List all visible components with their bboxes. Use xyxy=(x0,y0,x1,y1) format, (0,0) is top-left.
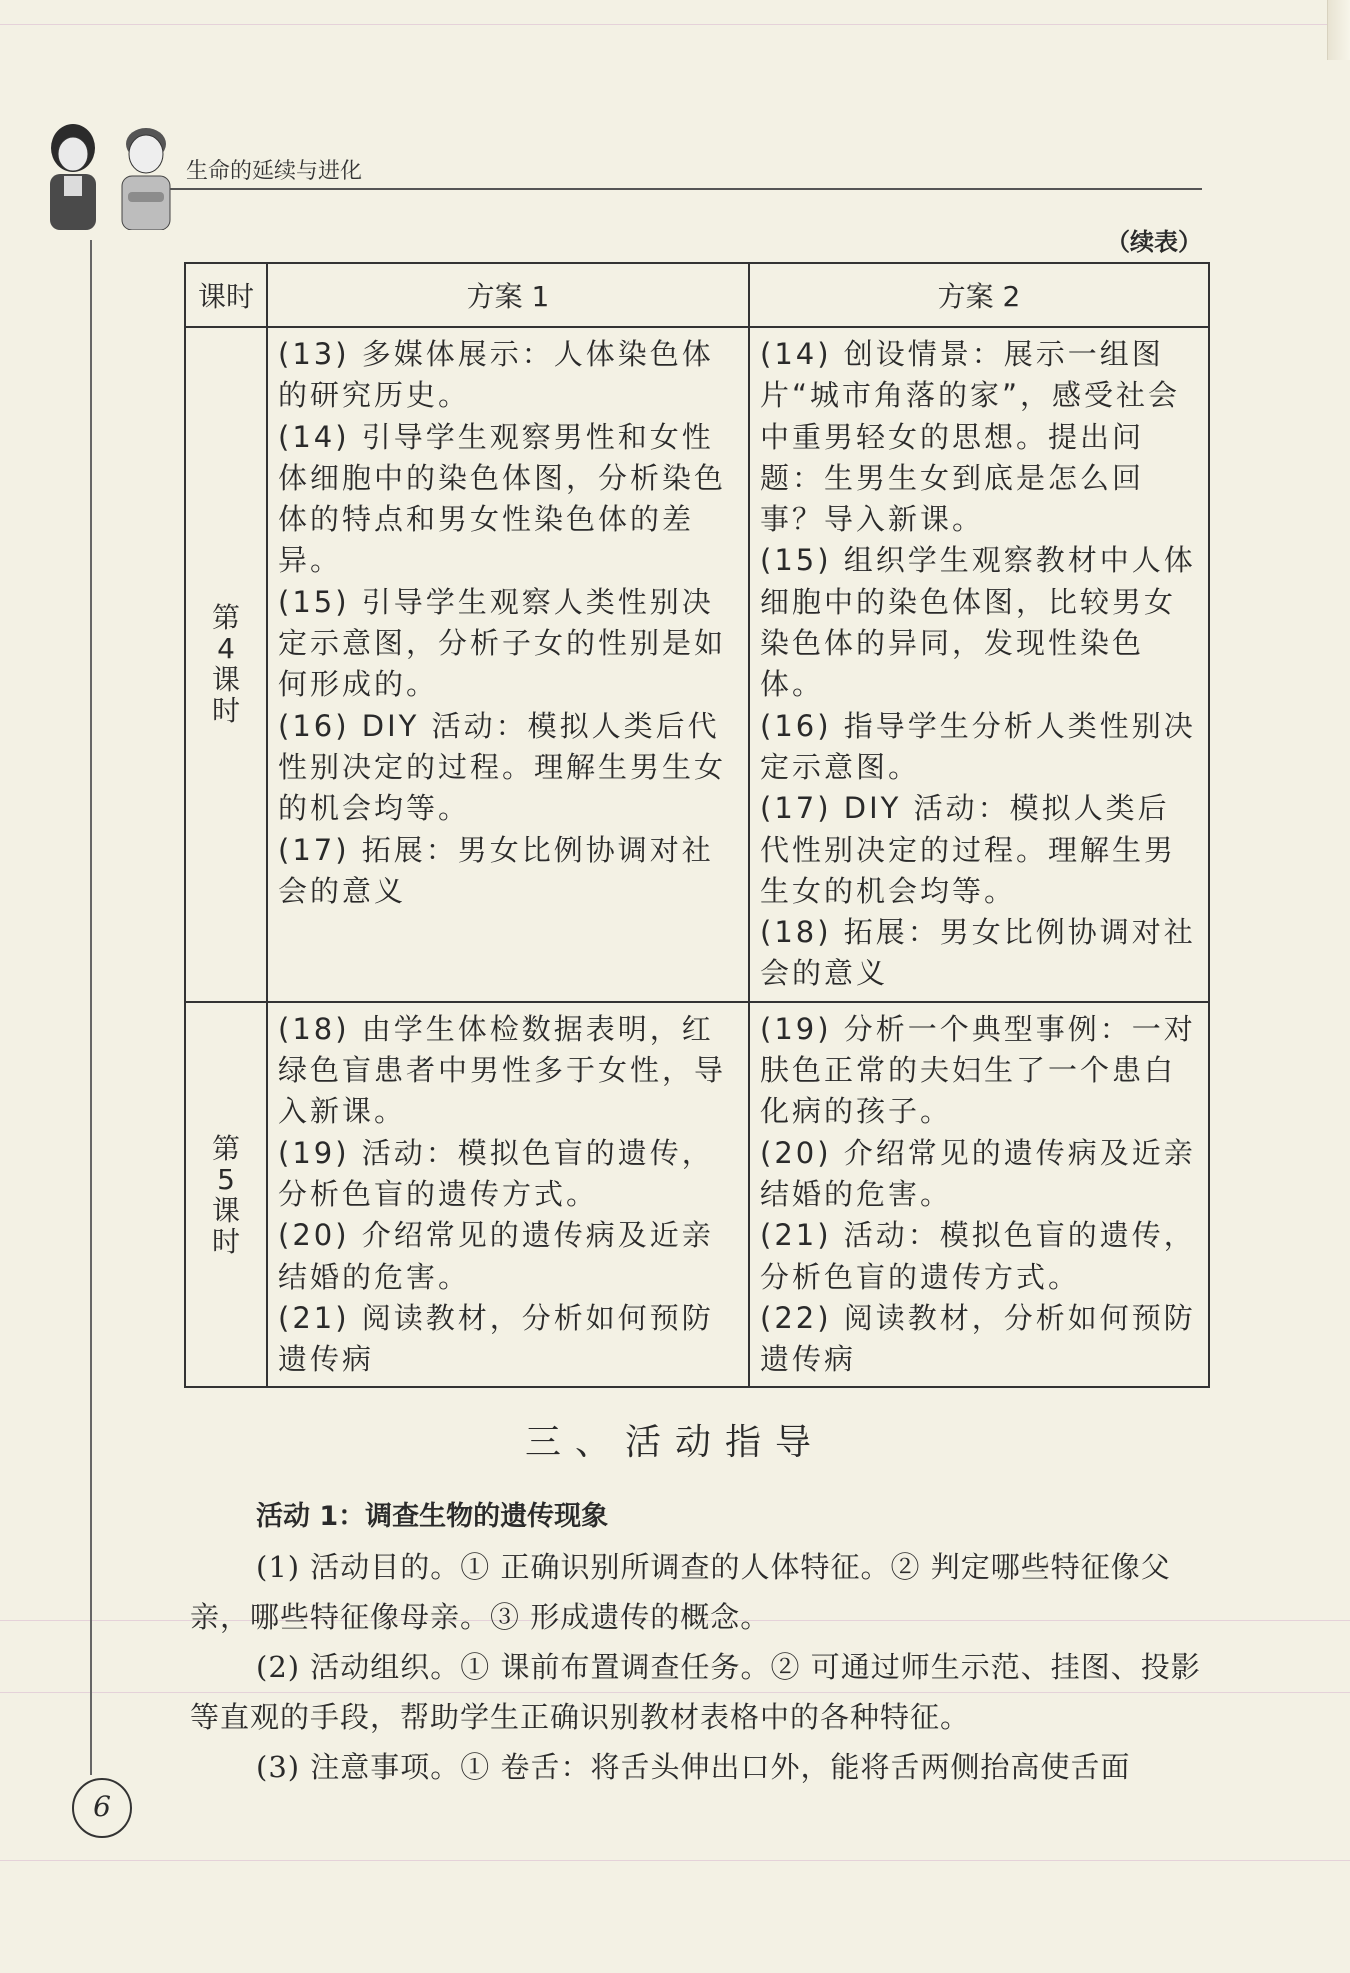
header-divider xyxy=(170,188,1202,190)
period-cell: 第 5 课 时 xyxy=(185,1002,267,1388)
plan-step: (19) 活动：模拟色盲的遗传，分析色盲的遗传方式。 xyxy=(278,1135,714,1211)
plan-step: (14) 创设情景：展示一组图片“城市角落的家”，感受社会中重男轻女的思想。提出问题：生男生女到底是怎么回事？导入新课。 xyxy=(760,337,1181,537)
plan-step: (18) 由学生体检数据表明，红绿色盲患者中男性多于女性，导入新课。 xyxy=(278,1011,727,1129)
lesson-plan-table xyxy=(184,262,1210,1388)
section-heading: 三、活动指导 xyxy=(524,1422,825,1463)
plan2-cell xyxy=(749,327,1209,1002)
plan-step: (21) 活动：模拟色盲的遗传，分析色盲的遗传方式。 xyxy=(760,1218,1196,1294)
page-header-title: 生命的延续与进化 xyxy=(186,159,363,184)
body-paragraph: (1) 活动目的。① 正确识别所调查的人体特征。② 判定哪些特征像父亲，哪些特征像母亲。③ 形成遗传的概念。 xyxy=(190,1550,1171,1634)
table-row xyxy=(185,327,1209,1002)
plan-step: (15) 组织学生观察教材中人体细胞中的染色体图，比较男女染色体的异同，发现性染色体。 xyxy=(760,543,1196,702)
page-corner xyxy=(1327,0,1350,60)
body-paragraph: (3) 注意事项。① 卷舌：将舌头伸出口外，能将舌两侧抬高使舌面 xyxy=(256,1750,1131,1784)
column-header-plan1: 方案 1 xyxy=(267,263,749,327)
plan-step: (16) 指导学生分析人类性别决定示意图。 xyxy=(760,708,1196,784)
margin-line xyxy=(90,240,92,1775)
column-header-plan2: 方案 2 xyxy=(749,263,1209,327)
plan-step: (20) 介绍常见的遗传病及近亲结婚的危害。 xyxy=(760,1135,1196,1211)
plan-step: (16) DIY 活动：模拟人类后代性别决定的过程。理解生男生女的机会均等。 xyxy=(278,708,727,826)
plan1-cell xyxy=(267,1002,749,1388)
body-paragraph: (2) 活动组织。① 课前布置调查任务。② 可通过师生示范、挂图、投影等直观的手段，帮助学生正确识别教材表格中的各种特征。 xyxy=(190,1650,1201,1734)
table-header-row xyxy=(185,263,1209,327)
plan-step: (17) 拓展：男女比例协调对社会的意义 xyxy=(278,832,714,908)
plan-step: (19) 分析一个典型事例：一对肤色正常的夫妇生了一个患白化病的孩子。 xyxy=(760,1011,1196,1129)
plan-step: (17) DIY 活动：模拟人类后代性别决定的过程。理解生男生女的机会均等。 xyxy=(760,791,1177,908)
plan-step: (18) 拓展：男女比例协调对社会的意义 xyxy=(760,915,1196,991)
plan1-cell xyxy=(267,327,749,1002)
plan-step: (15) 引导学生观察人类性别决定示意图，分析子女的性别是如何形成的。 xyxy=(278,584,727,702)
plan-step: (14) 引导学生观察男性和女性体细胞中的染色体图，分析染色体的特点和男女性染色体的差异。 xyxy=(278,419,727,578)
table-row xyxy=(185,1002,1209,1388)
paper-rule xyxy=(0,1860,1350,1861)
period-cell: 第 4 课 时 xyxy=(185,327,267,1002)
plan-step: (13) 多媒体展示：人体染色体的研究历史。 xyxy=(278,337,714,413)
plan-step: (21) 阅读教材，分析如何预防遗传病 xyxy=(278,1300,714,1377)
activity-title: 活动 1：调查生物的遗传现象 xyxy=(256,1501,609,1532)
page-number: 6 xyxy=(72,1778,132,1838)
activity-body xyxy=(190,1542,1214,1792)
students-illustration xyxy=(28,118,193,230)
plan-step: (20) 介绍常见的遗传病及近亲结婚的危害。 xyxy=(278,1218,714,1294)
column-header-period: 课时 xyxy=(185,263,267,327)
plan-step: (22) 阅读教材，分析如何预防遗传病 xyxy=(760,1300,1196,1377)
paper-rule xyxy=(0,24,1350,25)
continued-label: （续表） xyxy=(1106,227,1202,256)
plan2-cell xyxy=(749,1002,1209,1388)
